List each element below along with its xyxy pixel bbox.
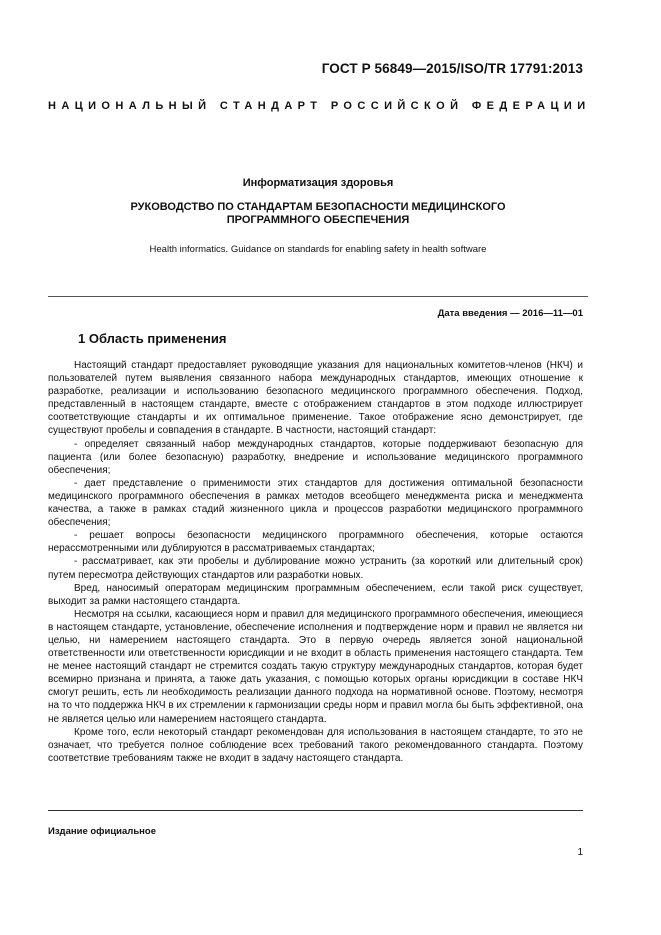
official-edition-label: Издание официальное xyxy=(48,826,156,837)
paragraph: Настоящий стандарт предоставляет руководящие указания для национальных комитетов-членов (НКЧ) и пользователей путем выявления связанного набора международных стандартов, имеющих отношение к разработке, реализации и использованию безопасного медицинского программного обеспечения. Подход, представленный в настоящем стандарте, вместе с отображением стандартов в этом подходе иллюстрирует соответствующие стандарты и их оптимальное применение. Такое отображение ясно демонстрирует, где существуют пробелы и совпадения в стандарте. В частности, настоящий стандарт: xyxy=(48,360,583,437)
section-body xyxy=(48,359,583,765)
document-title xyxy=(48,201,588,227)
national-standard-heading: НАЦИОНАЛЬНЫЙ СТАНДАРТ РОССИЙСКОЙ ФЕДЕРАЦИИ xyxy=(48,100,591,112)
document-title-line-2: ПРОГРАММНОГО ОБЕСПЕЧЕНИЯ xyxy=(226,214,410,226)
list-item: - определяет связанный набор международных стандартов, которые поддерживают безопасную для пациента (или более безопасную) разработку, внедрение и использование медицинского программного обеспечения; xyxy=(48,438,583,476)
header-divider xyxy=(48,296,588,297)
list-item: - рассматривает, как эти пробелы и дублирование можно устранить (за короткий или длительный срок) путем пересмотра действующих стандартов или разработки новых. xyxy=(48,556,583,581)
list-item: - решает вопросы безопасности медицинского программного обеспечения, которые остаются нерассмотренными или дублируются в рассматриваемых стандартах; xyxy=(48,530,583,555)
document-title-line-1: РУКОВОДСТВО ПО СТАНДАРТАМ БЕЗОПАСНОСТИ МЕДИЦИНСКОГО xyxy=(130,201,506,213)
introduction-date: Дата введения — 2016—11—01 xyxy=(437,308,583,319)
paragraph: Вред, наносимый операторам медицинским программным обеспечением, если такой риск существует, выходит за рамки настоящего стандарта. xyxy=(48,582,583,607)
footer-divider xyxy=(48,810,583,811)
list-item: - дает представление о применимости этих стандартов для достижения оптимальной безопасности медицинского программного обеспечения в рамках методов всеобщего менеджмента риска и менеджмента качества, а также в рамках стадий жизненного цикла и процессов разработки медицинского программного обеспечения; xyxy=(48,477,583,529)
paragraph: Кроме того, если некоторый стандарт рекомендован для использования в настоящем стандарте, то это не означает, что требуется полное соблюдение всех требований такого рекомендованного стандарта. Поэтому соответствие требованиям также не входит в задачу настоящего стандарта. xyxy=(48,726,583,764)
section-heading: 1 Область применения xyxy=(78,331,227,346)
english-title: Health informatics. Guidance on standards for enabling safety in health software xyxy=(149,244,487,255)
document-subtitle: Информатизация здоровья xyxy=(242,177,394,189)
paragraph: Несмотря на ссылки, касающиеся норм и правил для медицинского программного обеспечения, имеющиеся в настоящем стандарте, установление, обеспечение исполнения и подтверждение норм и правил не является ни целью, ни намерением настоящего стандарта. Это в первую очередь является зоной национальной ответственности или ответственности юрисдикции и не входит в область применения настоящего стандарта. Тем не менее настоящий стандарт не стремится создать такую структуру международных стандартов, которая будет всемирно признана и принята, а также дать указания, с помощью которых органы юрисдикции в составе НКЧ смогут решить, есть ли необходимость реализации данного подхода на нормативной основе. Поэтому, несмотря на то что поддержка НКЧ в их стремлении к гармонизации среды норм и правил могла бы быть эффективной, она не является целью или намерением настоящего стандарта. xyxy=(48,608,583,725)
page-number: 1 xyxy=(577,847,583,858)
gost-code: ГОСТ Р 56849—2015/ISO/TR 17791:2013 xyxy=(321,61,583,76)
